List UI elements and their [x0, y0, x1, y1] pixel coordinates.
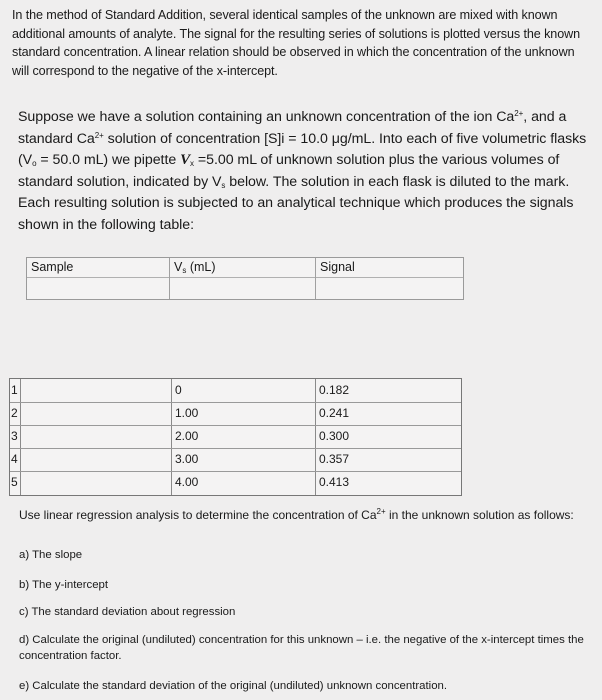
cell-signal: 0.413 [319, 475, 350, 489]
ion-charge: 2+ [94, 130, 104, 140]
cell-signal: 0.241 [319, 406, 350, 420]
cell-sample: 1 [11, 383, 18, 397]
cell-vs: 3.00 [175, 452, 199, 466]
item-b: b) The y-intercept [19, 579, 109, 591]
item-c: c) The standard deviation about regression [19, 606, 236, 618]
column-divider [169, 258, 170, 299]
ion-charge: 2+ [514, 109, 524, 118]
problem-text-5: =5.00 mL of unknown solution plus the various volumes of standard solution, indicated by V [18, 152, 560, 190]
subscript-s: s [221, 180, 226, 190]
cell-signal: 0.300 [319, 429, 350, 443]
cell-sample: 5 [11, 475, 18, 489]
cell-sample: 4 [11, 452, 18, 466]
question-part-2: in the unknown solution as follows: [385, 508, 574, 522]
header-vs-unit: (mL) [186, 260, 216, 274]
table-row [10, 448, 461, 472]
header-signal: Signal [320, 260, 355, 274]
cell-vs: 4.00 [175, 475, 199, 489]
problem-text-4: = 50.0 mL) we pipette [36, 152, 181, 168]
subscript-x: x [190, 159, 194, 168]
subscript-o: o [32, 159, 37, 168]
problem-text-6: below. The solution in each flask is diluted to the mark. Each resulting solution is subjected to an analytical technique which produces the signals shown in the following table: [18, 173, 574, 233]
item-a: a) The slope [19, 549, 83, 561]
problem-text-1: Suppose we have a solution containing an unknown concentration of the ion Ca [18, 109, 515, 125]
cell-signal: 0.182 [319, 383, 350, 397]
intro-paragraph [12, 6, 594, 80]
table-row [10, 379, 461, 403]
item-e: e) Calculate the standard deviation of the original (undiluted) unknown concentration. [19, 680, 448, 692]
cell-vs: 2.00 [175, 429, 199, 443]
column-divider [315, 258, 316, 299]
header-sample: Sample [31, 260, 74, 274]
table-row [10, 425, 461, 449]
cell-sample: 3 [11, 429, 18, 443]
question-text [19, 507, 594, 524]
vx-symbol: V [180, 152, 191, 168]
header-vs-main: V [174, 260, 183, 274]
table-row [10, 471, 461, 494]
data-table [9, 378, 462, 496]
item-d: d) Calculate the original (undiluted) concentration for this unknown – i.e. the negative of the x-intercept times the concentration factor. [19, 634, 584, 662]
cell-sample: 2 [11, 406, 18, 420]
intro-text: In the method of Standard Addition, several identical samples of the unknown are mixed with known additional amounts of analyte. The signal for the resulting series of solutions is plotted versus the known standard concentration. A linear relation should be observed in which the concentration of the unknown will correspond to the negative of the x-intercept. [12, 8, 581, 78]
problem-paragraph [18, 107, 588, 236]
header-row [27, 258, 463, 278]
question-part-1: Use linear regression analysis to determine the concentration of Ca [19, 508, 377, 522]
header-table [26, 257, 464, 300]
problem-text-2: , and a standard Ca [18, 109, 567, 147]
header-vs [174, 260, 216, 274]
header-vs-sub: s [182, 266, 187, 275]
cell-vs: 0 [175, 383, 182, 397]
table-row [10, 402, 461, 426]
problem-text-3: solution of concentration [S]i = 10.0 μg/mL. Into each of five volumetric flasks (V [18, 130, 587, 168]
ion-charge: 2+ [376, 507, 386, 516]
cell-signal: 0.357 [319, 452, 350, 466]
cell-vs: 1.00 [175, 406, 199, 420]
